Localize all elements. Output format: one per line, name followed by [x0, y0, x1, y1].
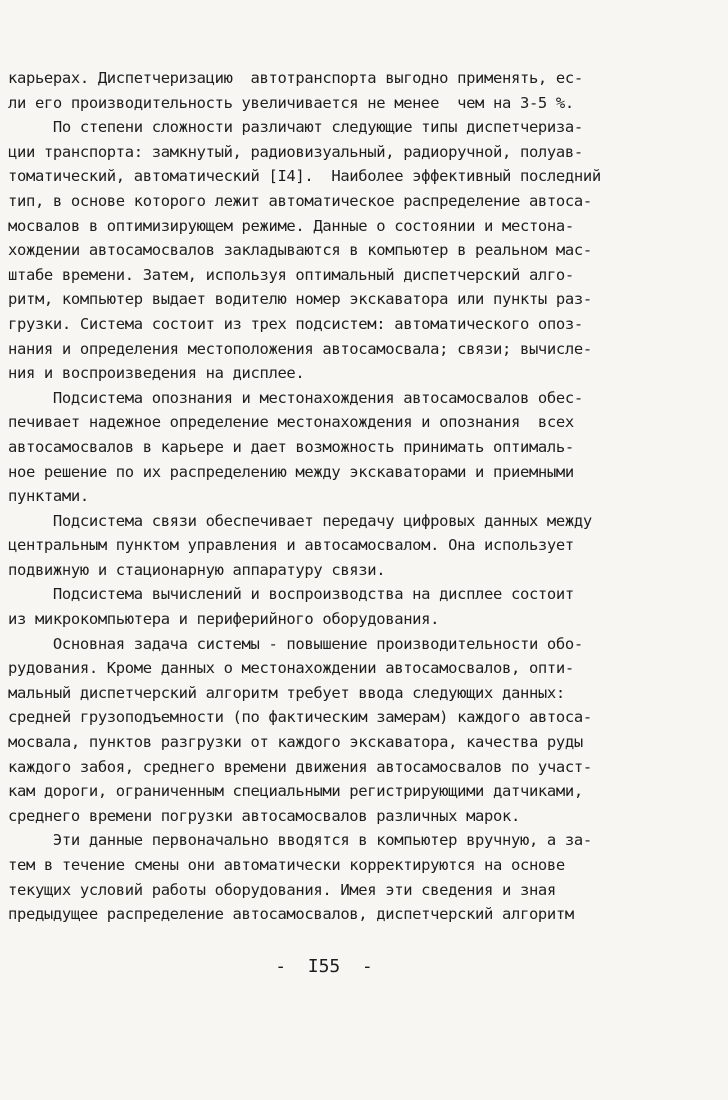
text-line: среднего времени погрузки автосамосвалов различных марок.	[8, 806, 520, 825]
text-line: грузки. Система состоит из трех подсистем: автоматического опоз-	[8, 314, 583, 333]
text-line: тип, в основе которого лежит автоматическое распределение автоса-	[8, 191, 592, 210]
text-line: Подсистема опознания и местонахождения автосамосвалов обес-	[8, 388, 583, 407]
text-line: средней грузоподъемности (по фактическим замерам) каждого автоса-	[8, 708, 592, 727]
text-line: ли его производительность увеличивается не менее чем на 3-5 %.	[8, 93, 574, 112]
text-line: тем в течение смены они автоматически корректируются на основе	[8, 856, 565, 874]
text-line: мосвалов в оптимизирующем режиме. Данные о состоянии и местона-	[8, 216, 574, 235]
text-line: центральным пунктом управления и автосамосвалом. Она использует	[8, 536, 574, 555]
text-line: из микрокомпьютера и периферийного оборудования.	[8, 610, 440, 629]
text-line: предыдущее распределение автосамосвалов, диспетчерский алгоритм	[8, 905, 574, 924]
text-line: мальный диспетчерский алгоритм требует ввода следующих данных:	[8, 683, 565, 702]
text-line: рудования. Кроме данных о местонахождении автосамосвалов, опти-	[8, 659, 574, 678]
text-line: ния и воспроизведения на дисплее.	[8, 364, 305, 383]
body-text	[8, 66, 720, 927]
text-line: подвижную и стационарную аппаратуру связи.	[8, 560, 386, 579]
text-line: штабе времени. Затем, используя оптимальный диспетчерский алго-	[8, 265, 574, 284]
text-line: текущих условий работы оборудования. Имея эти сведения и зная	[8, 880, 556, 899]
text-line: Эти данные первоначально вводятся в компьютер вручную, а за-	[8, 831, 592, 850]
text-line: каждого забоя, среднего времени движения автосамосвалов по участ-	[8, 757, 592, 776]
text-line: печивает надежное определение местонахождения и опознания всех	[8, 413, 574, 432]
text-line: Подсистема вычислений и воспроизводства на дисплее состоит	[8, 585, 574, 604]
text-line: По степени сложности различают следующие типы диспетчериза-	[8, 118, 583, 137]
text-line: автосамосвалов в карьере и дает возможность принимать оптималь-	[8, 437, 574, 456]
text-line: карьерах. Диспетчеризацию автотранспорта выгодно применять, ес-	[8, 69, 583, 87]
page-number: - I55 -	[275, 956, 373, 977]
text-line: пунктами.	[8, 487, 89, 506]
text-line: хождении автосамосвалов закладываются в компьютер в реальном мас-	[8, 241, 592, 260]
text-line: Основная задача системы - повышение производительности обо-	[8, 634, 583, 653]
text-line: мосвала, пунктов разгрузки от каждого экскаватора, качества руды	[8, 733, 583, 752]
text-line: ритм, компьютер выдает водителю номер экскаватора или пункты раз-	[8, 290, 592, 309]
text-line: ное решение по их распределению между экскаваторами и приемными	[8, 462, 574, 481]
text-line: томатический, автоматический [I4]. Наиболее эффективный последний	[8, 167, 601, 186]
text-line: кам дороги, ограниченным специальными регистрирующими датчиками,	[8, 782, 583, 801]
text-line: нания и определения местоположения автосамосвала; связи; вычисле-	[8, 339, 592, 358]
text-line: Подсистема связи обеспечивает передачу цифровых данных между	[8, 511, 592, 530]
text-line: ции транспорта: замкнутый, радиовизуальный, радиоручной, полуав-	[8, 142, 583, 161]
